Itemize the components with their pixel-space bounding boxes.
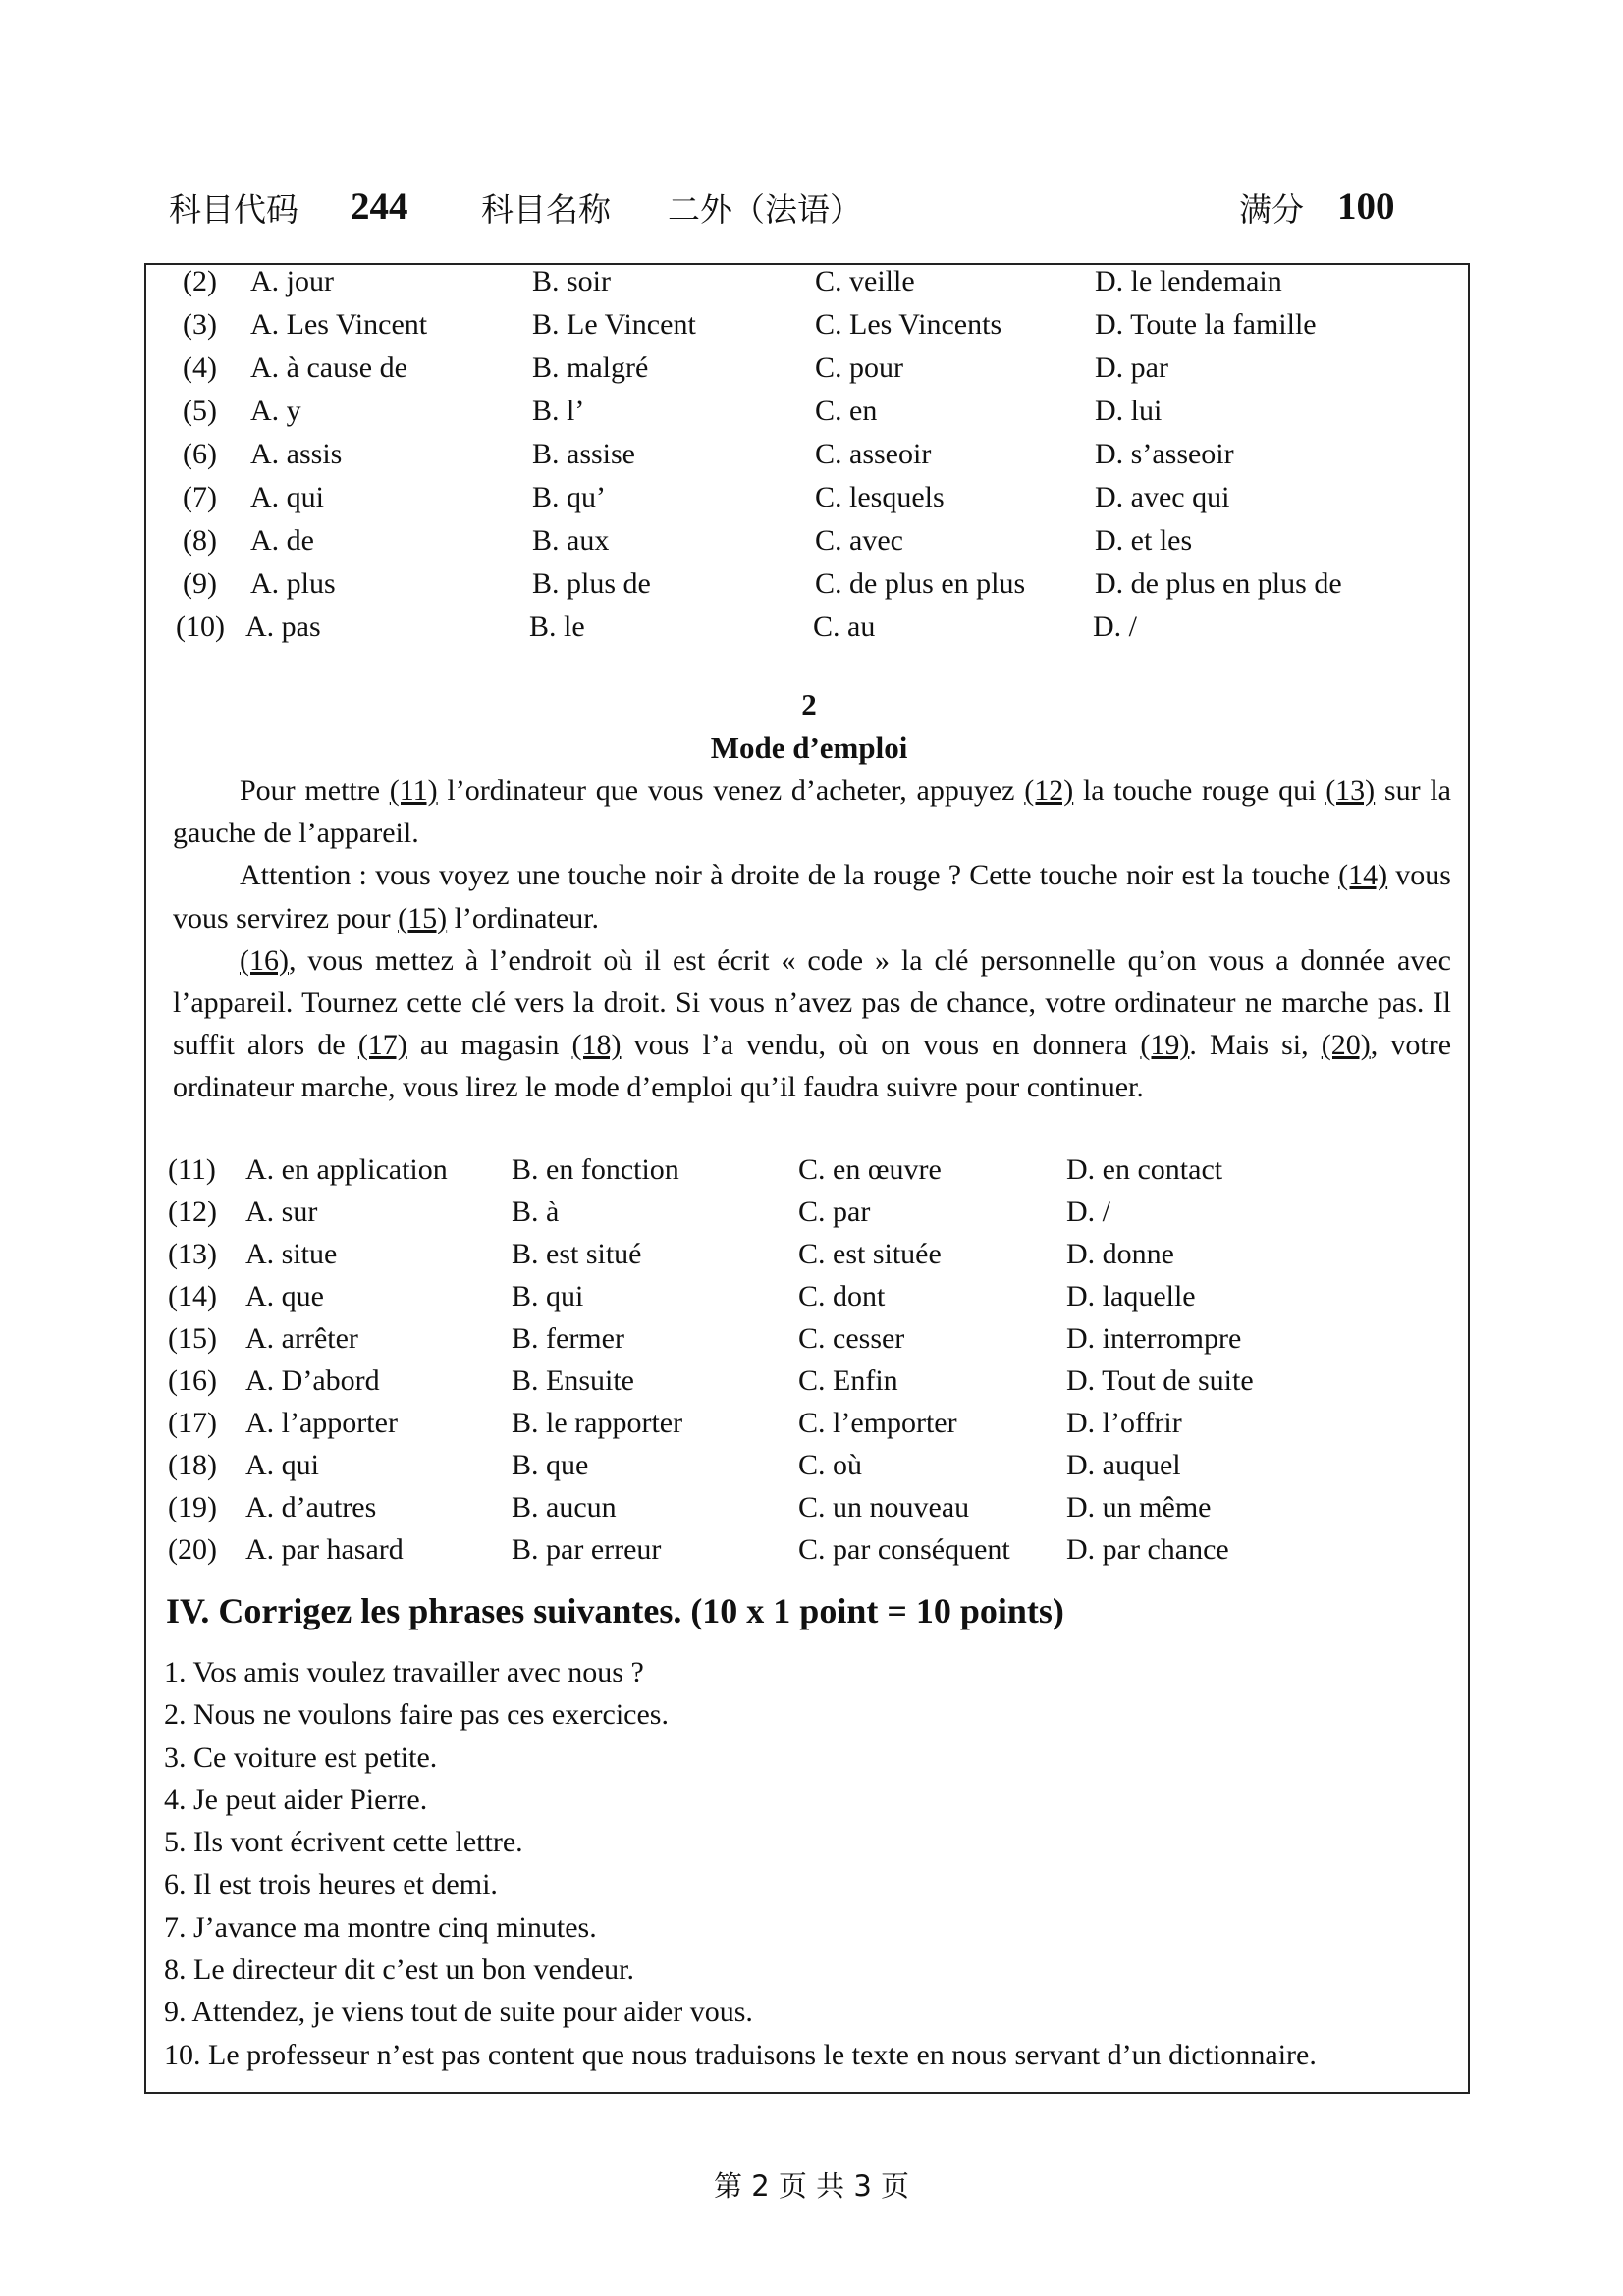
option-c: C. par (798, 1196, 871, 1228)
option-a: A. arrêter (245, 1322, 358, 1355)
option-d: D. le lendemain (1095, 265, 1282, 297)
option-a: A. qui (245, 1449, 319, 1481)
subject-name-label: 科目名称 (481, 190, 611, 229)
option-a: A. assis (250, 438, 343, 470)
option-b: B. aucun (512, 1491, 617, 1523)
question-number: (15) (168, 1322, 217, 1355)
sentence-item: 7. J’avance ma montre cinq minutes. (164, 1910, 597, 1944)
option-b: B. fermer (512, 1322, 624, 1355)
option-d: D. l’offrir (1066, 1407, 1182, 1439)
option-c: C. de plus en plus (815, 567, 1026, 600)
option-b: B. plus de (532, 567, 651, 600)
option-b: B. est situé (512, 1238, 642, 1270)
full-score: 100 (1337, 186, 1395, 228)
question-number: (3) (183, 308, 217, 341)
option-b: B. qui (512, 1280, 584, 1312)
option-b: B. en fonction (512, 1153, 679, 1186)
option-b: B. à (512, 1196, 560, 1228)
sentence-item: 9. Attendez, je viens tout de suite pour aider vous. (164, 1996, 753, 2029)
option-a: A. Les Vincent (250, 308, 428, 341)
blank-marker: (16) (240, 943, 289, 977)
question-number: (16) (168, 1364, 217, 1397)
blank-marker: (13) (1325, 774, 1376, 807)
sentence-item: 10. Le professeur n’est pas content que nous traduisons le texte en nous servant d’un dictionnaire. (164, 2038, 1317, 2071)
passage-paragraph: (16), vous mettez à l’endroit où il est écrit « code » la clé personnelle qu’on vous a donnée avec l’appareil. Tournez cette clé vers la droit. Si vous n’avez pas de chance, votre ordinateur ne marche pas. Il suffit alors de (17) au magasin (18) vous l’a vendu, où on vous en donnera (19). Mais si, (20), votre ordinateur marche, vous lirez le mode d’emploi qu’il faudra suivre pour continuer. (173, 943, 1452, 1104)
question-number: (2) (183, 265, 217, 297)
option-d: D. par (1095, 351, 1168, 384)
option-b: B. qu’ (532, 481, 606, 513)
blank-marker: (15) (398, 901, 448, 934)
blank-marker: (12) (1024, 774, 1074, 807)
sentence-item: 4. Je peut aider Pierre. (164, 1783, 428, 1816)
option-a: A. plus (250, 567, 336, 600)
option-d: D. avec qui (1095, 481, 1230, 513)
passage-paragraph: Pour mettre (11) l’ordinateur que vous venez d’acheter, appuyez (12) la touche rouge qui (13) sur la gauche de l’appareil. (173, 774, 1451, 850)
option-b: B. aux (532, 524, 610, 557)
option-c: C. pour (815, 351, 903, 384)
question-number: (18) (168, 1449, 217, 1481)
question-number: (8) (183, 524, 217, 557)
section-title: Mode d’emploi (710, 730, 908, 765)
option-a: A. de (250, 524, 314, 557)
option-c: C. Enfin (798, 1364, 898, 1397)
question-number: (14) (168, 1280, 217, 1312)
option-a: A. D’abord (245, 1364, 380, 1397)
option-c: C. l’emporter (798, 1407, 957, 1439)
option-a: A. pas (245, 611, 321, 643)
option-a: A. qui (250, 481, 324, 513)
option-c: C. un nouveau (798, 1491, 970, 1523)
section-heading: IV. Corrigez les phrases suivantes. (10 x 1 point = 10 points) (166, 1591, 1064, 1630)
option-c: C. par conséquent (798, 1533, 1010, 1566)
option-d: D. et les (1095, 524, 1193, 557)
blank-marker: (18) (571, 1029, 622, 1062)
question-number: (12) (168, 1196, 217, 1228)
option-d: D. de plus en plus de (1095, 567, 1342, 600)
option-b: B. assise (532, 438, 635, 470)
option-c: C. Les Vincents (815, 308, 1002, 341)
option-b: B. le (529, 611, 585, 643)
option-d: D. Toute la famille (1095, 308, 1317, 341)
option-c: C. veille (815, 265, 915, 297)
option-d: D. s’asseoir (1095, 438, 1234, 470)
option-a: A. l’apporter (245, 1407, 398, 1439)
option-b: B. que (512, 1449, 589, 1481)
question-number: (4) (183, 351, 217, 384)
reading-passage (173, 770, 1451, 1109)
exam-content-frame (144, 263, 1470, 2094)
option-a: A. que (245, 1280, 324, 1312)
question-number: (20) (168, 1533, 217, 1566)
question-number: (13) (168, 1238, 217, 1270)
option-d: D. un même (1066, 1491, 1212, 1523)
option-b: B. le rapporter (512, 1407, 683, 1439)
section-number: 2 (801, 687, 817, 721)
page-footer: 第 2 页 共 3 页 (714, 2169, 909, 2203)
option-c: C. est située (798, 1238, 942, 1270)
option-d: D. interrompre (1066, 1322, 1242, 1355)
option-d: D. auquel (1066, 1449, 1181, 1481)
option-a: A. sur (245, 1196, 318, 1228)
option-c: C. lesquels (815, 481, 945, 513)
question-number: (6) (183, 438, 217, 470)
option-b: B. Ensuite (512, 1364, 634, 1397)
option-c: C. en (815, 395, 878, 427)
question-number: (11) (168, 1153, 216, 1186)
passage-paragraph: Attention : vous voyez une touche noir à droite de la rouge ? Cette touche noir est la touche (14) vous vous servirez pour (15) l’ordinateur. (173, 859, 1451, 934)
subject-code: 244 (351, 186, 408, 228)
question-number: (9) (183, 567, 217, 600)
exam-header (169, 185, 1406, 243)
subject-code-label: 科目代码 (169, 190, 298, 229)
question-number: (17) (168, 1407, 217, 1439)
option-b: B. soir (532, 265, 612, 297)
sentence-item: 5. Ils vont écrivent cette lettre. (164, 1826, 523, 1859)
blank-marker: (14) (1338, 859, 1388, 892)
option-c: C. asseoir (815, 438, 932, 470)
subject-name: 二外（法语） (668, 190, 862, 229)
sentence-item: 8. Le directeur dit c’est un bon vendeur. (164, 1953, 635, 1987)
sentence-item: 2. Nous ne voulons faire pas ces exercices. (164, 1698, 669, 1732)
option-a: A. par hasard (245, 1533, 404, 1566)
question-number: (19) (168, 1491, 217, 1523)
option-c: C. dont (798, 1280, 886, 1312)
option-b: B. par erreur (512, 1533, 662, 1566)
option-b: B. malgré (532, 351, 649, 384)
option-c: C. au (813, 611, 876, 643)
blank-marker: (20) (1321, 1029, 1371, 1062)
sentence-item: 3. Ce voiture est petite. (164, 1740, 438, 1774)
option-c: C. en œuvre (798, 1153, 942, 1186)
option-b: B. l’ (532, 395, 585, 427)
option-a: A. à cause de (250, 351, 407, 384)
option-d: D. laquelle (1066, 1280, 1196, 1312)
option-d: D. lui (1095, 395, 1163, 427)
option-a: A. y (250, 395, 301, 427)
sentence-item: 1. Vos amis voulez travailler avec nous ? (164, 1656, 644, 1688)
question-number: (7) (183, 481, 217, 513)
option-c: C. où (798, 1449, 863, 1481)
option-d: D. Tout de suite (1066, 1364, 1254, 1397)
option-a: A. d’autres (245, 1491, 377, 1523)
option-d: D. en contact (1066, 1153, 1223, 1186)
option-d: D. / (1066, 1196, 1110, 1228)
option-d: D. donne (1066, 1238, 1174, 1270)
sentence-item: 6. Il est trois heures et demi. (164, 1868, 498, 1901)
question-number: (10) (176, 611, 225, 643)
option-a: A. en application (245, 1153, 448, 1186)
option-a: A. jour (250, 265, 334, 297)
option-a: A. situe (245, 1238, 338, 1270)
question-number: (5) (183, 395, 217, 427)
blank-marker: (17) (357, 1029, 407, 1062)
option-b: B. Le Vincent (532, 308, 696, 341)
option-d: D. par chance (1066, 1533, 1229, 1566)
blank-marker: (11) (389, 774, 438, 807)
option-c: C. cesser (798, 1322, 905, 1355)
full-score-label: 满分 (1239, 190, 1304, 229)
correction-sentences (164, 1651, 1317, 2076)
option-d: D. / (1093, 611, 1137, 643)
option-c: C. avec (815, 524, 903, 557)
blank-marker: (19) (1140, 1029, 1190, 1062)
